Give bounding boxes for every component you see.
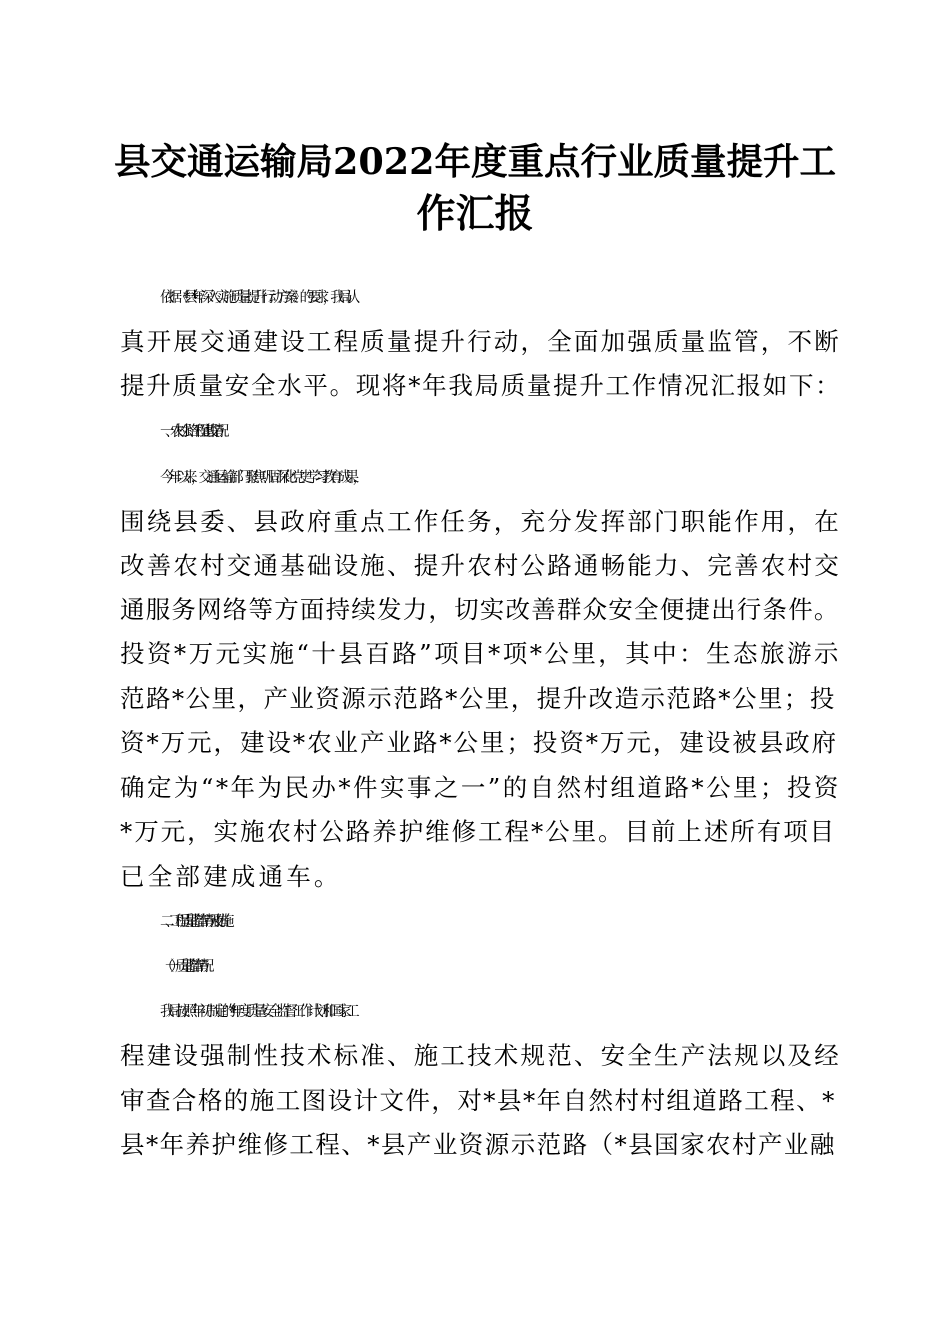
paragraph-line: 程建设强制性技术标准、施工技术规范、安全生产法规以及经: [120, 1041, 841, 1070]
paragraph-line: 改善农村交通基础设施、提升农村公路通畅能力、完善农村交: [120, 551, 841, 580]
paragraph-line: 提升质量安全水平。现将*年我局质量提升工作情况汇报如下：: [120, 371, 842, 400]
paragraph-line: 资*万元，建设*农业产业路*公里；投资*万元，建设被县政府: [120, 728, 839, 757]
paragraph-line: 我局按照年初制定的*年度质量安全监督工作计划和国家工: [160, 1004, 353, 1020]
document-title-line-1: 县交通运输局2022年度重点行业质量提升工: [113, 140, 837, 183]
section-heading-2: 二、工程质量监管情况及措施: [160, 914, 225, 930]
paragraph-line: 通服务网络等方面持续发力，切实改善群众安全便捷出行条件。: [120, 595, 840, 624]
document-title-line-2: 作汇报: [416, 191, 534, 237]
paragraph-line: 审查合格的施工图设计文件，对*县*年自然村村组道路工程、*: [120, 1086, 836, 1115]
paragraph-line: 范路*公里，产业资源示范路*公里，提升改造示范路*公里；投: [120, 684, 836, 713]
paragraph-line: 围绕县委、县政府重点工作任务，充分发挥部门职能作用，在: [120, 507, 841, 536]
paragraph-line: 依据《*县*年深入实施质量提升行动方案》的要求，我局认: [160, 290, 354, 306]
paragraph-line: 确定为“*年为民办*件实事之一”的自然村组道路*公里；投资: [120, 773, 841, 802]
paragraph-line: 真开展交通建设工程质量提升行动，全面加强质量监管，不断: [120, 327, 841, 356]
subsection-heading: （一）质量监管情况: [160, 959, 205, 975]
paragraph-line: 县*年养护维修工程、*县产业资源示范路（*县国家农村产业融: [120, 1130, 836, 1159]
paragraph-line: 投资*万元实施“十县百路”项目*项*公里，其中：生态旅游示: [120, 639, 841, 668]
section-heading-1: 一、农村公路工程建设情况: [160, 424, 220, 440]
paragraph-line: 今年以来，交通运输部门聚焦巩固深化党史学习教育成果，: [160, 470, 361, 486]
paragraph-line: 已全部建成通车。: [120, 862, 342, 891]
paragraph-line: *万元，实施农村公路养护维修工程*公里。目前上述所有项目: [120, 817, 837, 846]
